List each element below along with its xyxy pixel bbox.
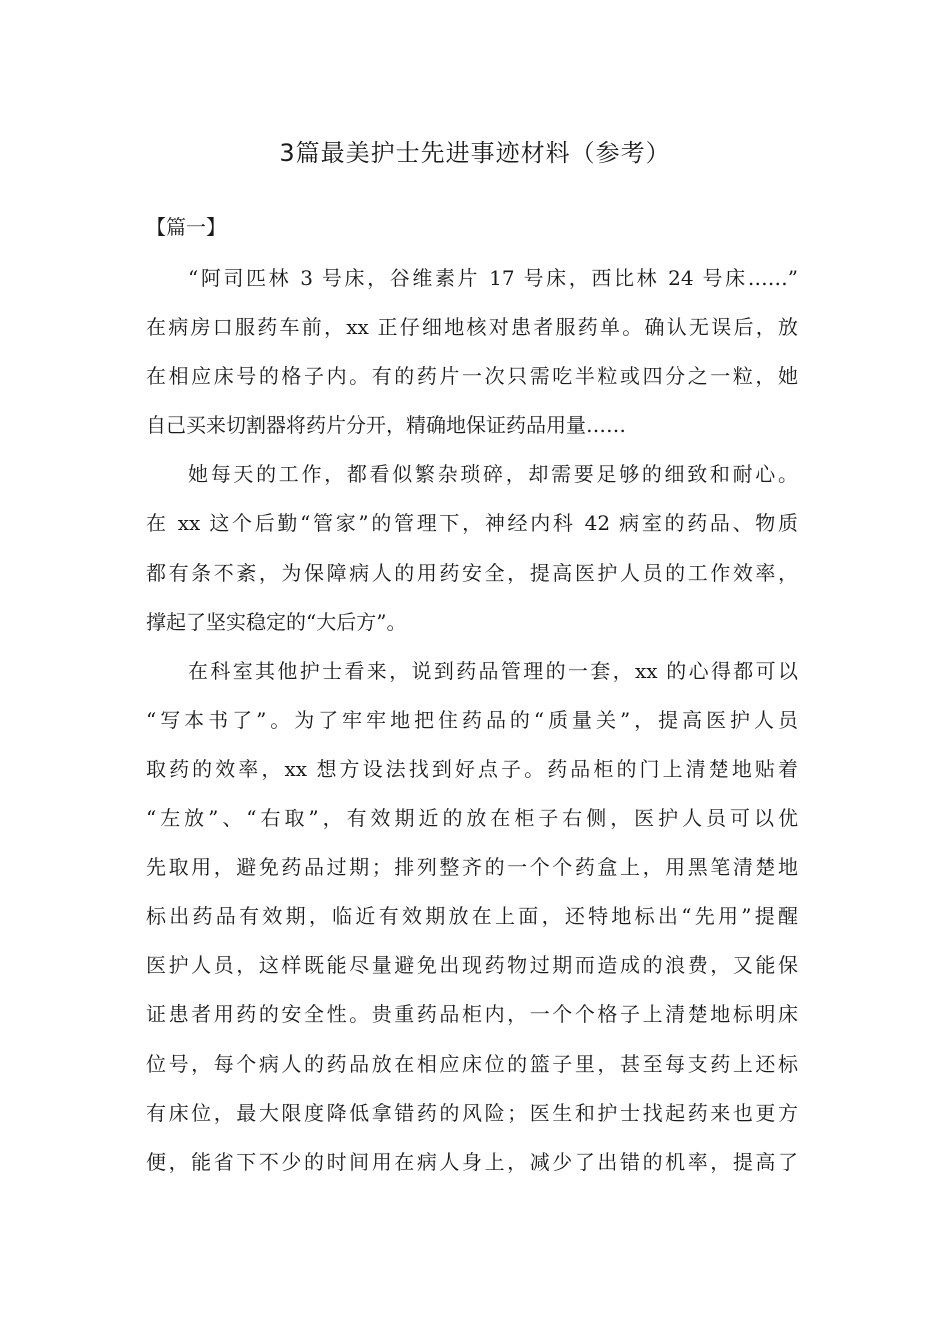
paragraph-1-line-4: 自己买来切割器将药片分开，精确地保证药品用量…… xyxy=(146,413,626,438)
paragraph-3-line-3: 取药的效率，xx 想方设法找到好点子。药品柜的门上清楚地贴着 xyxy=(146,756,798,781)
paragraph-1-line-3: 在相应床号的格子内。有的药片一次只需吃半粒或四分之一粒，她 xyxy=(146,364,798,389)
paragraph-3-line-11: 便，能省下不少的时间用在病人身上，减少了出错的机率，提高了 xyxy=(146,1149,798,1174)
paragraph-2-line-3: 都有条不紊，为保障病人的用药安全，提高医护人员的工作效率， xyxy=(146,560,798,585)
body-text xyxy=(146,254,798,1187)
paragraph-3-line-8: 证患者用药的安全性。贵重药品柜内，一个个格子上清楚地标明床 xyxy=(146,1002,798,1027)
paragraph-3-line-1: 在科室其他护士看来，说到药品管理的一套，xx 的心得都可以 xyxy=(188,658,798,683)
paragraph-2-line-1: 她每天的工作，都看似繁杂琐碎，却需要足够的细致和耐心。 xyxy=(188,462,798,487)
paragraph-3-line-2: “写本书了”。为了牢牢地把住药品的“质量关”，提高医护人员 xyxy=(146,707,798,732)
section-label: 【篇一】 xyxy=(146,215,226,239)
document-title: 3篇最美护士先进事迹材料（参考） xyxy=(279,139,671,167)
paragraph-2-line-2: 在 xx 这个后勤“管家”的管理下，神经内科 42 病室的药品、物质 xyxy=(146,511,798,536)
paragraph-3-line-4: “左放”、“右取”，有效期近的放在柜子右侧，医护人员可以优 xyxy=(146,806,798,831)
paragraph-3-line-9: 位号，每个病人的药品放在相应床位的篮子里，甚至每支药上还标 xyxy=(146,1051,798,1076)
paragraph-3-line-10: 有床位，最大限度降低拿错药的风险；医生和护士找起药来也更方 xyxy=(146,1100,798,1125)
paragraph-1-line-1: “阿司匹林 3 号床，谷维素片 17 号床，西比林 24 号床……” xyxy=(188,266,798,290)
paragraph-3-line-7: 医护人员，这样既能尽量避免出现药物过期而造成的浪费，又能保 xyxy=(146,953,798,978)
paragraph-1-line-2: 在病房口服药车前，xx 正仔细地核对患者服药单。确认无误后，放 xyxy=(146,315,798,340)
paragraph-3-line-6: 标出药品有效期，临近有效期放在上面，还特地标出“先用”提醒 xyxy=(146,904,798,929)
paragraph-2-line-4: 撑起了坚实稳定的“大后方”。 xyxy=(146,609,407,634)
paragraph-3-line-5: 先取用，避免药品过期；排列整齐的一个个药盒上，用黑笔清楚地 xyxy=(146,855,798,880)
